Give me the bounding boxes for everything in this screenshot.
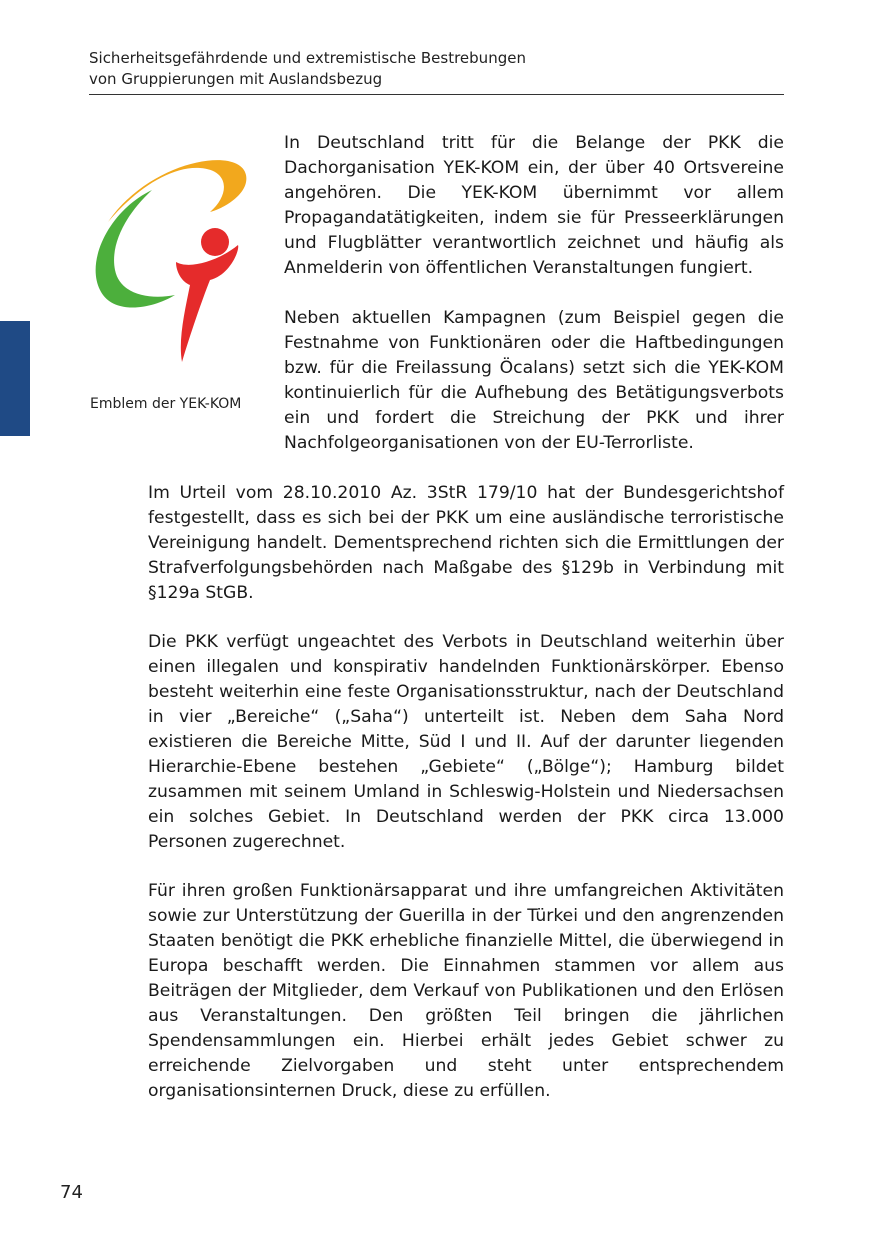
paragraph-court-ruling: Im Urteil vom 28.10.2010 Az. 3StR 179/10 hat der Bundesgerichtshof festgestellt, dass es sich bei der PKK um eine ausländische terroristische Vereinigung handelt. Dementsprechend richten sich die Ermittlungen der Strafverfolgungsbehörden nach Maßgabe des §129b in Verbindung mit §129a StGB. <box>148 483 784 603</box>
header-line-2: von Gruppierungen mit Auslandsbezug <box>89 70 383 88</box>
emblem-red-head <box>201 228 229 256</box>
page-number: 74 <box>60 1182 83 1203</box>
emblem-red-figure <box>176 245 238 362</box>
paragraph-yek-kom-intro: In Deutschland tritt für die Belange der PKK die Dachorganisation YEK-KOM ein, der über 40 Ortsvereine angehören. Die YEK-KOM übernimmt vor allem Propagandatätigkeiten, indem sie für Presseerklärungen und Flugblätter verantwortlich zeichnet und häufig als Anmelderin von öffentlichen Veranstaltungen fungiert. <box>284 133 784 278</box>
chapter-tab-marker <box>0 321 30 436</box>
paragraph-yek-kom-campaigns: Neben aktuellen Kampagnen (zum Beispiel gegen die Festnahme von Funktionären oder die Haftbedingungen bzw. für die Freilassung Öcalans) setzt sich die YEK-KOM kontinuierlich für die Aufhebung des Betätigungsverbots ein und fordert die Streichung der PKK und ihrer Nachfolgeorganisationen von der EU-Terrorliste. <box>284 308 784 453</box>
paragraph-organization-structure: Die PKK verfügt ungeachtet des Verbots in Deutschland weiterhin über einen illegalen und konspirativ handelnden Funktionärskörper. Ebenso besteht weiterhin eine feste Organisationsstruktur, nach der Deutschland in vier „Bereiche“ („Saha“) unterteilt ist. Neben dem Saha Nord existieren die Bereiche Mitte, Süd I und II. Auf der darunter liegenden Hierarchie-Ebene bestehen „Gebiete“ („Bölge“); Hamburg bildet zusammen mit seinem Umland in Schleswig-Holstein und Niedersachsen ein solches Gebiet. In Deutschland werden der PKK circa 13.000 Personen zugerechnet. <box>148 632 784 852</box>
emblem-green-arc <box>96 190 175 308</box>
running-header <box>89 48 784 95</box>
paragraph-financing: Für ihren großen Funktionärsapparat und ihre umfangreichen Aktivitäten sowie zur Unterstützung der Guerilla in der Türkei und den angrenzenden Staaten benötigt die PKK erhebliche finanzielle Mittel, die überwiegend in Europa beschafft werden. Die Einnahmen stammen vor allem aus Beiträgen der Mitglieder, dem Verkauf von Publikationen und den Erlösen aus Veranstaltungen. Den größten Teil bringen die jährlichen Spendensammlungen ein. Hierbei erhält jedes Gebiet schwer zu erreichende Zielvorgaben und steht unter entsprechendem organisationsinternen Druck, diese zu erfüllen. <box>148 881 784 1101</box>
header-line-1: Sicherheitsgefährdende und extremistische Bestrebungen <box>89 49 526 67</box>
figure-caption: Emblem der YEK-KOM <box>90 396 242 412</box>
yek-kom-emblem-image <box>90 150 250 365</box>
